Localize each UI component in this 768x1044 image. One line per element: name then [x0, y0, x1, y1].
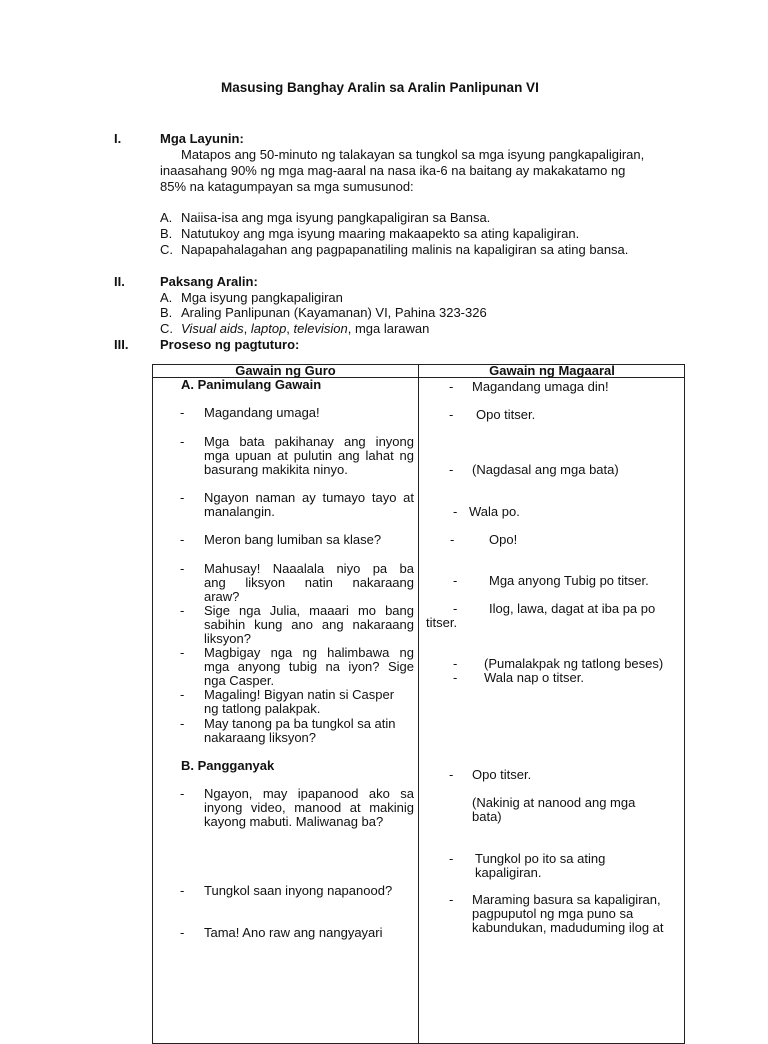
student-line-11a: (Nakinig at nanood ang mga [472, 795, 636, 810]
subheading-panimulang-gawain: A. Panimulang Gawain [181, 377, 322, 392]
header-student: Gawain ng Magaaral [489, 363, 615, 378]
student-line-1: Magandang umaga din! [472, 379, 609, 394]
topic-c-text [181, 321, 429, 336]
teacher-dash-6: - [180, 603, 185, 618]
student-line-13a: Maraming basura sa kapaligiran, [472, 892, 661, 907]
subheading-pangganyak: B. Pangganyak [181, 758, 275, 773]
student-line-12b: kapaligiran. [475, 865, 542, 880]
teacher-line-3a: Ngayon naman ay tumayo tayo at [204, 490, 414, 505]
teacher-dash-2: - [180, 434, 185, 449]
section-1-number: I. [114, 131, 122, 146]
teacher-line-8 [204, 688, 414, 716]
teacher-line-8a: Magaling! Bigyan natin si Casper [204, 687, 395, 702]
teacher-line-10b: inyong video, manood at makinig [204, 800, 414, 815]
student-dash-7: - [453, 601, 458, 616]
objective-a-letter: A. [160, 210, 173, 225]
student-dash-5: - [450, 532, 455, 547]
teacher-line-7b: mga anyong tubig na iyon? Sige [204, 659, 414, 674]
topic-b-letter: B. [160, 305, 173, 320]
teacher-line-2c: basurang makikita ninyo. [204, 462, 348, 477]
student-line-6: Mga anyong Tubig po titser. [489, 573, 649, 588]
topic-a-letter: A. [160, 290, 173, 305]
topic-c-italic-3: television [293, 321, 348, 336]
teacher-dash-10: - [180, 786, 185, 801]
teacher-line-10c: kayong mabuti. Maliwanag ba? [204, 814, 384, 829]
student-dash-4: - [453, 504, 458, 519]
topic-c-italic-2: laptop [250, 321, 287, 336]
teacher-line-10 [204, 787, 414, 829]
topic-c-sep-2: , [286, 321, 294, 336]
student-dash-2: - [449, 407, 454, 422]
teacher-line-2a: Mga bata pakihanay ang inyong [204, 434, 414, 449]
student-line-2: Opo titser. [476, 407, 536, 422]
teacher-dash-9: - [180, 716, 185, 731]
teacher-line-3 [204, 491, 414, 519]
student-dash-13: - [449, 892, 454, 907]
student-line-7a: Ilog, lawa, dagat at iba pa po [489, 601, 656, 616]
section-3-number: III. [114, 337, 129, 352]
student-dash-12: - [449, 851, 454, 866]
student-line-11 [472, 796, 672, 824]
teacher-line-7c: nga Casper. [204, 673, 275, 688]
objective-a-text: Naiisa-isa ang mga isyung pangkapaligiran sa Bansa. [181, 210, 491, 225]
teacher-line-6 [204, 604, 414, 646]
teacher-line-1: Magandang umaga! [204, 405, 320, 420]
topic-c-italic-1: Visual aids [181, 321, 244, 336]
teacher-dash-5: - [180, 561, 185, 576]
student-dash-1: - [449, 379, 454, 394]
student-line-13c: kabundukan, maduduming ilog at [472, 920, 664, 935]
teacher-line-7a: Magbigay nga ng halimbawa ng [204, 645, 414, 660]
topic-c-rest: , mga larawan [347, 321, 430, 336]
table-column-divider [418, 365, 419, 1043]
section-3-title: Proseso ng pagtuturo: [160, 337, 300, 352]
teacher-line-6b: sabihin kung ano ang nakaraang [204, 617, 414, 632]
teacher-line-5c: araw? [204, 589, 240, 604]
teacher-line-9b: nakaraang liksyon? [204, 730, 317, 745]
student-dash-9: - [453, 670, 458, 685]
teacher-line-5a: Mahusay! Naaalala niyo pa ba [204, 561, 414, 576]
student-line-12 [475, 852, 675, 880]
student-line-12a: Tungkol po ito sa ating [475, 851, 606, 866]
topic-c-sep-1: , [243, 321, 251, 336]
teacher-line-2 [204, 435, 414, 477]
topic-a-text: Mga isyung pangkapaligiran [181, 290, 343, 305]
objective-b-letter: B. [160, 226, 173, 241]
student-line-3: (Nagdasal ang mga bata) [472, 462, 619, 477]
teacher-line-7 [204, 646, 414, 688]
student-line-13 [472, 893, 682, 935]
student-line-11b: bata) [472, 809, 502, 824]
activity-table [152, 364, 685, 1044]
header-teacher: Gawain ng Guro [235, 363, 336, 378]
objective-b-text: Natutukoy ang mga isyung maaring makaapekto sa ating kapaligiran. [181, 226, 580, 241]
student-line-9: Wala nap o titser. [484, 670, 584, 685]
teacher-line-12: Tama! Ano raw ang nangyayari [204, 925, 383, 940]
student-dash-10: - [449, 767, 454, 782]
teacher-line-6c: liksyon? [204, 631, 251, 646]
intro-line-1: Matapos ang 50-minuto ng talakayan sa tungkol sa mga isyung pangkapaligiran, [181, 147, 645, 162]
objective-c-text: Napapahalagahan ang pagpapanatiling malinis na kapaligiran sa ating bansa. [181, 242, 629, 257]
student-line-8: (Pumalakpak ng tatlong beses) [484, 656, 664, 671]
student-line-10: Opo titser. [472, 767, 532, 782]
teacher-dash-4: - [180, 532, 185, 547]
student-line-7b: titser. [426, 615, 458, 630]
section-2-title: Paksang Aralin: [160, 274, 258, 289]
student-line-13b: pagpuputol ng mga puno sa [472, 906, 634, 921]
student-dash-6: - [453, 573, 458, 588]
student-dash-8: - [453, 656, 458, 671]
teacher-dash-11: - [180, 883, 185, 898]
teacher-line-2b: mga upuan at pulutin ang lahat ng [204, 448, 414, 463]
teacher-dash-3: - [180, 490, 185, 505]
page-title: Masusing Banghay Aralin sa Aralin Panlipunan VI [221, 80, 539, 95]
teacher-line-11: Tungkol saan inyong napanood? [204, 883, 393, 898]
teacher-line-3b: manalangin. [204, 504, 275, 519]
teacher-line-10a: Ngayon, may ipapanood ako sa [204, 786, 414, 801]
topic-b-text: Araling Panlipunan (Kayamanan) VI, Pahina 323-326 [181, 305, 487, 320]
teacher-dash-7: - [180, 645, 185, 660]
teacher-line-9 [204, 717, 414, 745]
teacher-line-5b: ang liksyon natin nakaraang [204, 575, 414, 590]
section-2-number: II. [114, 274, 125, 289]
intro-line-2: inaasahang 90% ng mga mag-aaral na nasa ika-6 na baitang ay makakatamo ng [160, 163, 626, 178]
teacher-line-4: Meron bang lumiban sa klase? [204, 532, 382, 547]
student-line-5: Opo! [489, 532, 518, 547]
objective-c-letter: C. [160, 242, 173, 257]
section-1-title: Mga Layunin: [160, 131, 244, 146]
student-line-4: Wala po. [469, 504, 520, 519]
teacher-line-8b: ng tatlong palakpak. [204, 701, 321, 716]
teacher-dash-12: - [180, 925, 185, 940]
intro-line-3: 85% na katagumpayan sa mga sumusunod: [160, 179, 414, 194]
teacher-line-9a: May tanong pa ba tungkol sa atin [204, 716, 396, 731]
student-dash-3: - [449, 462, 454, 477]
teacher-line-6a: Sige nga Julia, maaari mo bang [204, 603, 414, 618]
teacher-line-5 [204, 562, 414, 604]
topic-c-letter: C. [160, 321, 173, 336]
teacher-dash-1: - [180, 405, 185, 420]
teacher-dash-8: - [180, 687, 185, 702]
